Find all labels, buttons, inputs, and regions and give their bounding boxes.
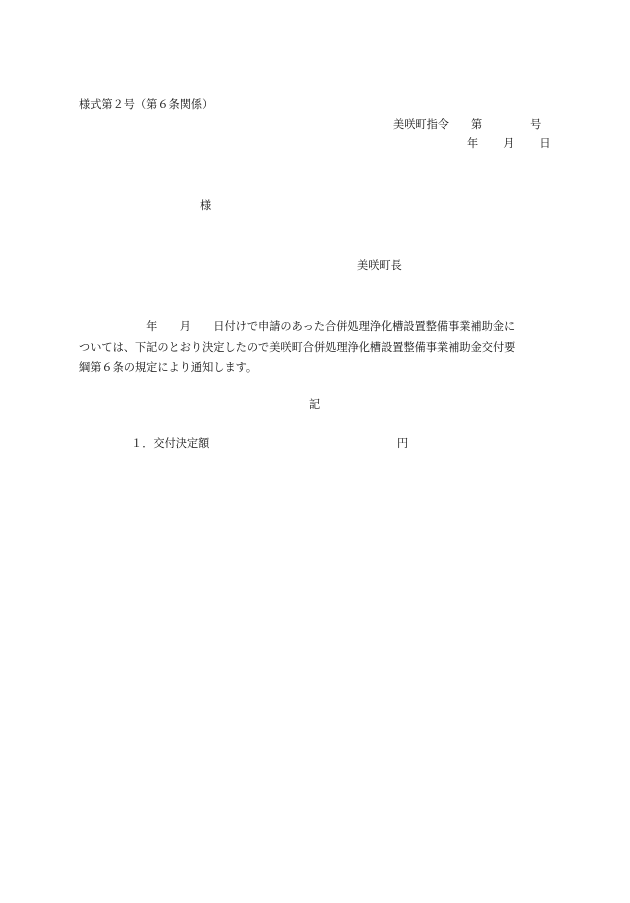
item-number: １． (131, 437, 154, 450)
body-paragraph (79, 317, 559, 379)
issuer-name: 美咲町長 (357, 259, 402, 272)
item-amount-unit: 円 (397, 437, 409, 450)
date-month: 月 (503, 137, 515, 150)
body-line: 年 月 日付けで申請のあった合併処理浄化槽設置整備事業補助金に (79, 320, 516, 333)
item-label: 交付決定額 (153, 437, 210, 450)
form-number: 様式第２号（第６条関係） (79, 98, 214, 111)
item-grant-amount (131, 437, 209, 451)
body-line: ついては、下記のとおり決定したので美咲町合併処理浄化槽設置整備事業補助金交付要 (79, 340, 516, 354)
ref-dai: 第 (470, 118, 483, 131)
date-line (467, 137, 551, 151)
body-line: 綱第６条の規定により通知します。 (79, 361, 258, 374)
date-year: 年 (467, 137, 479, 150)
date-day: 日 (539, 137, 551, 150)
ki-heading: 記 (309, 398, 321, 411)
reference-number-line (393, 118, 541, 132)
ref-label: 美咲町指令 (393, 118, 449, 131)
addressee-suffix: 様 (200, 199, 212, 212)
ref-go: 号 (530, 118, 542, 131)
